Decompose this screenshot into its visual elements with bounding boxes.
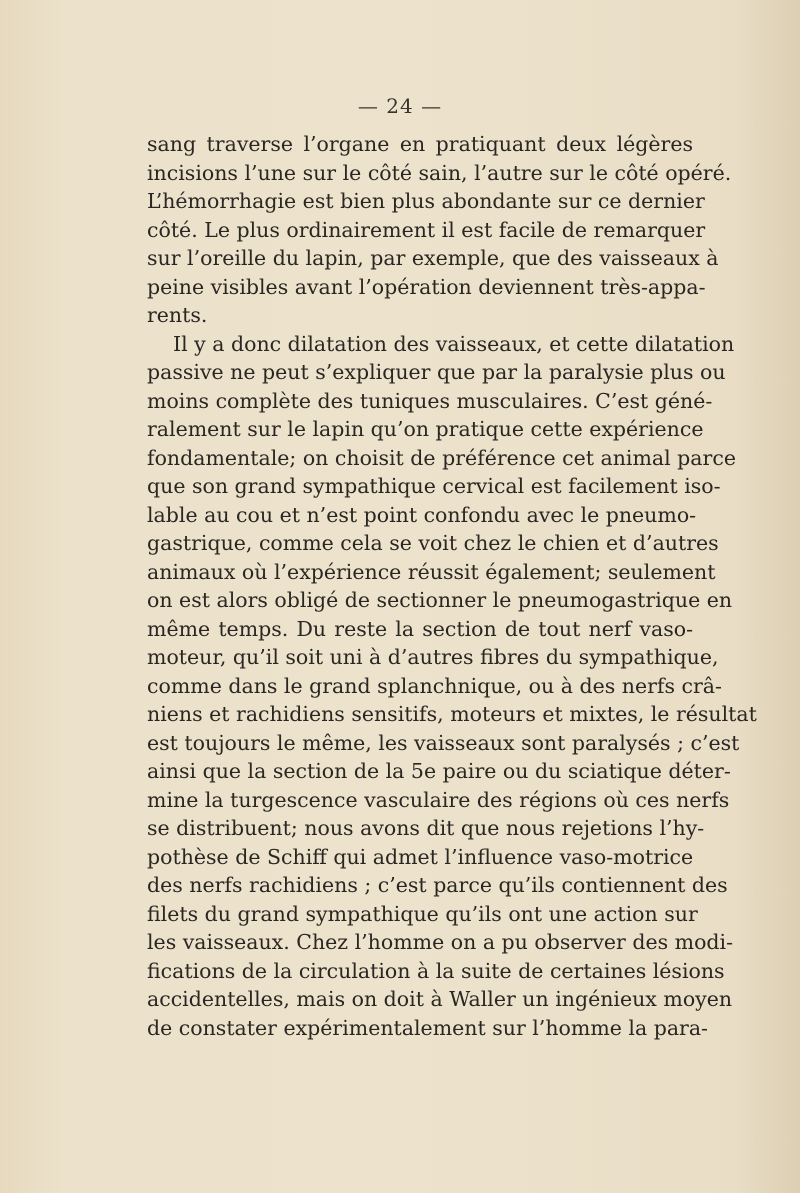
text-line: lable au cou et n’est point confondu avec le pneumo-	[147, 502, 697, 527]
text-line: Il y a donc dilatation des vaisseaux, et cette dilatation	[173, 331, 735, 356]
text-line: rents.	[147, 303, 208, 327]
text-line: comme dans le grand splanchnique, ou à des nerfs crâ-	[147, 673, 722, 698]
text-line: des nerfs rachidiens ; c’est parce qu’ils contiennent des	[147, 873, 728, 897]
text-line: accidentelles, mais on doit à Waller un ingénieux moyen	[147, 987, 733, 1011]
text-line: se distribuent; nous avons dit que nous rejetions l’hy-	[147, 816, 705, 840]
text-line: fondamentale; on choisit de préférence cet animal parce	[147, 445, 736, 470]
text-line: même temps. Du reste la section de tout nerf vaso-	[147, 616, 693, 641]
text-line: de constater expérimentalement sur l’homme la para-	[147, 1015, 708, 1040]
text-line: ralement sur le lapin qu’on pratique cette expérience	[147, 417, 704, 441]
text-line: passive ne peut s’expliquer que par la paralysie plus ou	[147, 360, 726, 384]
paragraph-2	[147, 330, 757, 1043]
paragraph-1	[147, 130, 732, 330]
text-line: moteur, qu’il soit uni à d’autres fibres du sympathique,	[147, 645, 719, 669]
text-line: fications de la circulation à la suite de certaines lésions	[147, 958, 725, 983]
page-number: — 24 —	[357, 94, 443, 118]
text-line: gastrique, comme cela se voit chez le chien et d’autres	[147, 531, 719, 555]
text-line: que son grand sympathique cervical est facilement iso-	[147, 474, 721, 498]
text-line: sur l’oreille du lapin, par exemple, que des vaisseaux à	[147, 246, 719, 270]
text-line: pothèse de Schiff qui admet l’influence vaso-motrice	[147, 844, 694, 869]
text-line: est toujours le même, les vaisseaux sont paralysés ; c’est	[147, 730, 740, 755]
text-line: L’hémorrhagie est bien plus abondante sur ce dernier	[147, 189, 705, 213]
text-line: ainsi que la section de la 5e paire ou du sciatique déter-	[147, 759, 731, 783]
text-line: filets du grand sympathique qu’ils ont une action sur	[147, 901, 698, 926]
text-line: niens et rachidiens sensitifs, moteurs et mixtes, le résultat	[147, 702, 757, 726]
text-line: animaux où l’expérience réussit également; seulement	[147, 559, 716, 584]
text-line: mine la turgescence vasculaire des régions où ces nerfs	[147, 787, 730, 812]
text-line: les vaisseaux. Chez l’homme on a pu observer des modi-	[147, 930, 734, 954]
text-line: côté. Le plus ordinairement il est facile de remarquer	[147, 217, 706, 242]
text-line: moins complète des tuniques musculaires. C’est géné-	[147, 388, 713, 413]
text-line: incisions l’une sur le côté sain, l’autre sur le côté opéré.	[147, 160, 732, 185]
text-line: peine visibles avant l’opération deviennent très-appa-	[147, 274, 706, 299]
text-line: sang traverse l’organe en pratiquant deux légères	[147, 132, 693, 156]
text-line: on est alors obligé de sectionner le pneumogastrique en	[147, 588, 733, 612]
body-text	[147, 130, 757, 1042]
